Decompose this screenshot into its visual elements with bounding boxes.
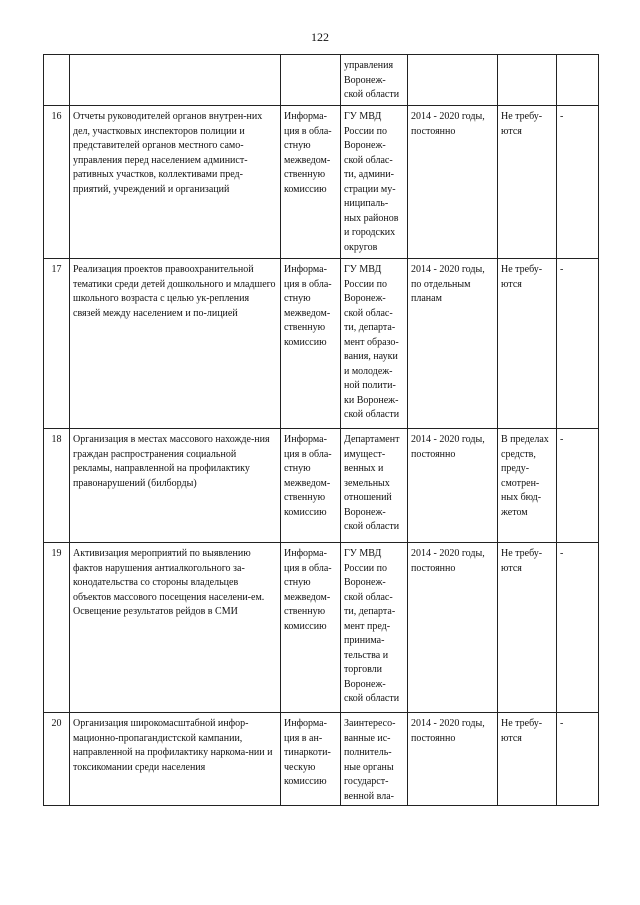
table-row [44,55,599,106]
activity-cell: Организация широкомасштабной инфор-мационно-пропагандистской кампании, направленной на профилактику наркома-нии и токсикомании среди населения [70,713,281,806]
period-cell: 2014 - 2020 годы, постоянно [408,543,498,713]
note-cell: - [557,429,599,543]
measures-table [43,54,599,806]
result-cell [281,55,341,106]
executor-cell: управления Воронеж-ской области [341,55,408,106]
row-number: 20 [44,713,70,806]
table-row [44,106,599,259]
row-number: 18 [44,429,70,543]
executor-cell: ГУ МВД России по Воронеж-ской облас-ти, департа-мент пред-принима-тельства и торговли Воронеж-ской области [341,543,408,713]
result-cell: Информа-ция в обла-стную межведом-ственную комиссию [281,259,341,429]
table-row [44,429,599,543]
executor-cell: ГУ МВД России по Воронеж-ской облас-ти, департа-мент образо-вания, науки и молодеж-ной полити-ки Воронеж-ской области [341,259,408,429]
period-cell: 2014 - 2020 годы, по отдельным планам [408,259,498,429]
note-cell: - [557,543,599,713]
funding-cell: Не требу-ются [498,259,557,429]
funding-cell: Не требу-ются [498,713,557,806]
note-cell: - [557,259,599,429]
row-number [44,55,70,106]
row-number: 16 [44,106,70,259]
result-cell: Информа-ция в ан-тинаркоти-ческую комиссию [281,713,341,806]
activity-cell: Активизация мероприятий по выявлению фактов нарушения антиалкогольного за-конодательства со стороны владельцев объектов массового посещения населени-ем. Освещение результатов рейдов в СМИ [70,543,281,713]
executor-cell: Департамент имущест-венных и земельных отношений Воронеж-ской области [341,429,408,543]
table-row [44,259,599,429]
table-row [44,543,599,713]
funding-cell: В пределах средств, преду-смотрен-ных бюд-жетом [498,429,557,543]
row-number: 17 [44,259,70,429]
page-number: 122 [311,30,329,44]
executor-cell: ГУ МВД России по Воронеж-ской облас-ти, админи-страции му-ниципаль-ных районов и городских округов [341,106,408,259]
period-cell: 2014 - 2020 годы, постоянно [408,713,498,806]
period-cell: 2014 - 2020 годы, постоянно [408,429,498,543]
note-cell: - [557,713,599,806]
row-number: 19 [44,543,70,713]
table-row [44,713,599,806]
activity-cell: Реализация проектов правоохранительной тематики среди детей дошкольного и младшего школьного возраста с целью ук-репления связей между населением и по-лицией [70,259,281,429]
note-cell: - [557,106,599,259]
executor-cell: Заинтересо-ванные ис-полнитель-ные органы государст-венной вла- [341,713,408,806]
funding-cell [498,55,557,106]
activity-cell: Отчеты руководителей органов внутрен-них дел, участковых инспекторов полиции и представителей органов местного само-управления перед населением админист-ративных участков, коллективами пред-приятий, учреждений и организаций [70,106,281,259]
activity-cell [70,55,281,106]
result-cell: Информа-ция в обла-стную межведом-ственную комиссию [281,429,341,543]
result-cell: Информа-ция в обла-стную межведом-ственную комиссию [281,543,341,713]
period-cell [408,55,498,106]
funding-cell: Не требу-ются [498,543,557,713]
result-cell: Информа-ция в обла-стную межведом-ственную комиссию [281,106,341,259]
activity-cell: Организация в местах массового нахожде-ния граждан распространения социальной рекламы, направленной на профилактику правонарушений (билборды) [70,429,281,543]
note-cell [557,55,599,106]
period-cell: 2014 - 2020 годы, постоянно [408,106,498,259]
funding-cell: Не требу-ются [498,106,557,259]
